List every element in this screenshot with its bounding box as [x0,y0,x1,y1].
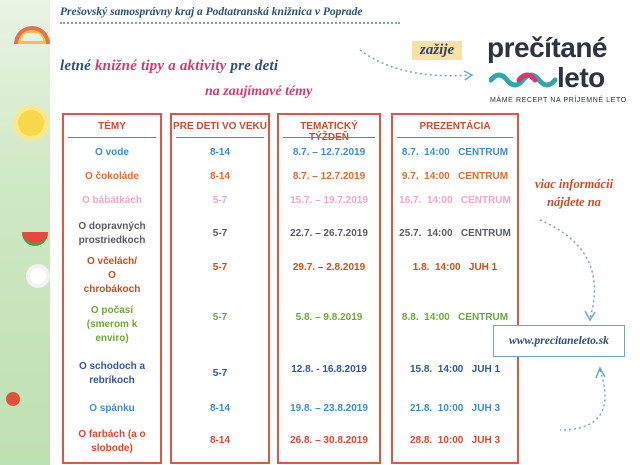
website-link[interactable]: www.precitaneleto.sk [493,325,625,357]
week-cell: 8.7. – 12.7.2019 [292,171,366,182]
logo-word-2: leto [557,62,605,93]
column-header: TÉMY [64,121,160,132]
age-cell: 8-14 [209,147,230,158]
daisy-icon [30,268,46,284]
presentation-cell: 16.7. 14:00 CENTRUM [399,195,511,206]
rainbow-icon [14,26,50,44]
column-header: TEMATICKÝ TÝŽDEŇ [279,121,379,143]
column-header: PREZENTÁCIA [393,121,517,132]
column-presentation [391,113,519,464]
week-cell: 8.7. – 12.7.2019 [292,147,366,158]
header-divider [60,22,400,24]
sun-icon [18,110,44,136]
age-cell: 5-7 [212,195,228,206]
age-cell: 5-7 [212,262,228,273]
topic-cell: O schodoch a rebríkoch [78,361,146,386]
week-cell: 19.8. – 23.8.2019 [290,403,368,414]
presentation-cell: 8.8. 14:00 CENTRUM [401,312,509,323]
zazije-label: zažije [412,41,462,60]
logo-word-1: prečítané [487,32,607,63]
precitane-leto-logo [487,32,627,102]
presentation-cell: 21.8. 10:00 JUH 3 [409,403,501,414]
week-cell: 5.8. – 9.8.2019 [295,312,363,323]
more-info-text: viac informácii nájdete na [534,177,614,209]
topic-cell: O včelách/ O chrobákoch [83,256,141,295]
week-cell: 22.7. – 26.7.2019 [290,228,368,239]
presentation-cell: 8.7. 14:00 CENTRUM [401,147,509,158]
topic-cell: O spánku [89,403,135,414]
watermelon-icon [22,232,48,246]
topic-cell: O vode [95,147,129,158]
week-cell: 29.7. – 2.8.2019 [292,262,366,273]
topic-cell: O počasí (smerom k enviro) [86,305,138,344]
presentation-cell: 25.7. 14:00 CENTRUM [399,228,511,239]
presentation-cell: 15.8. 14:00 JUH 1 [409,364,501,375]
week-cell: 12.8. - 16.8.2019 [291,364,367,375]
presentation-cell: 1.8. 14:00 JUH 1 [412,262,498,273]
week-cell: 15.7. – 19.7.2019 [290,195,368,206]
page-subtitle-2: na zaujímavé témy [205,84,313,99]
red-flower-icon [6,392,20,406]
age-cell: 5-7 [212,368,228,379]
topic-cell: O čokoláde [85,171,139,182]
age-cell: 8-14 [209,435,230,446]
column-topics [62,113,162,464]
logo-tagline: MÁME RECEPT NA PRÍJEMNÉ LETO [490,97,627,104]
column-week [277,113,381,464]
age-cell: 5-7 [212,312,228,323]
presentation-cell: 9.7. 14:00 CENTRUM [401,171,509,182]
organizer-line: Prešovský samosprávny kraj a Podtatranská knižnica v Poprade [60,6,363,18]
age-cell: 8-14 [209,171,230,182]
topic-cell: O dopravných prostriedkoch [78,221,146,246]
topic-cell: O bábätkách [81,195,143,206]
column-header: PRE DETI VO VEKU [173,121,267,132]
topic-cell: O farbách (a o slobode) [78,429,146,454]
age-cell: 5-7 [212,228,228,239]
age-cell: 8-14 [209,403,230,414]
wave-logo-icon [489,70,559,90]
week-cell: 26.8. – 30.8.2019 [290,435,368,446]
page-subtitle: letné knižné tipy a aktivity pre deti [60,58,279,74]
decorative-side-strip [0,0,50,465]
column-age [170,113,270,464]
presentation-cell: 28.8. 10:00 JUH 3 [409,435,501,446]
